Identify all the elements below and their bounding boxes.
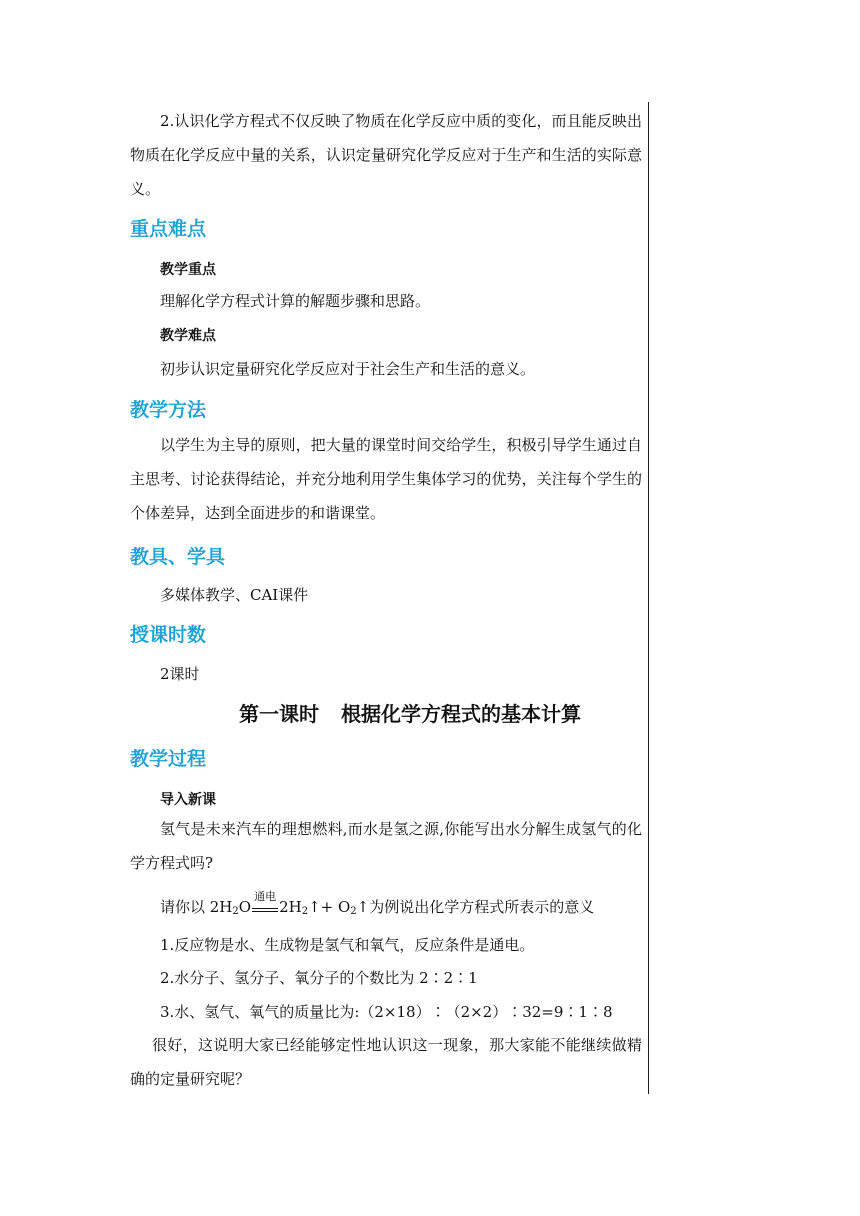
equation-prefix: 请你以 2H (160, 898, 233, 916)
equation-line: 请你以 $2H_2O$ 通电 $2H_2↑+$ $O_2↑$为例说出化学方程式所表示的意义 (160, 890, 595, 917)
focus-label: 教学重点 (160, 262, 216, 278)
heading-teaching-method: 教学方法 (130, 399, 207, 421)
heading-class-hours: 授课时数 (130, 624, 207, 646)
lesson-title (0, 698, 820, 727)
heading-key-points: 重点难点 (130, 218, 207, 240)
meaning-point-2: 2.水分子、氢分子、氧分子的个数比为 2∶2∶1 (160, 969, 478, 987)
objective-item-2: 2.认识化学方程式不仅反映了物质在化学反应中质的变化，而且能反映出物质在化学反应中量的关系，认识定量研究化学反应对于生产和生活的实际意义。 (130, 112, 642, 198)
condition-label: 通电 (254, 890, 277, 903)
hours-text: 2课时 (160, 665, 200, 683)
focus-text: 理解化学方程式计算的解题步骤和思路。 (160, 292, 431, 310)
heading-tools: 教具、学具 (130, 546, 226, 568)
reaction-condition (252, 890, 278, 912)
lesson-topic: 根据化学方程式的基本计算 (341, 702, 581, 726)
tools-text: 多媒体教学、CAI课件 (160, 586, 309, 604)
meaning-point-3: 3.水、氢气、氧气的质量比为:（2×18）∶（2×2）∶32=9∶1∶8 (160, 1003, 613, 1021)
difficulty-label: 教学难点 (160, 328, 216, 344)
heading-teaching-process: 教学过程 (130, 748, 207, 770)
equation-suffix: 为例说出化学方程式所表示的意义 (369, 898, 595, 916)
method-text: 以学生为主导的原则，把大量的课堂时间交给学生，积极引导学生通过自主思考、讨论获得结论，并充分地利用学生集体学习的优势，关注每个学生的个体差异，达到全面进步的和谐课堂。 (130, 436, 642, 522)
intro-text: 氢气是未来汽车的理想燃料,而水是氢之源,你能写出水分解生成氢气的化学方程式吗? (130, 820, 642, 872)
difficulty-text: 初步认识定量研究化学反应对于社会生产和生活的意义。 (160, 360, 536, 378)
lesson-number: 第一课时 (239, 702, 319, 726)
intro-label: 导入新课 (160, 792, 216, 808)
closing-text: 很好，这说明大家已经能够定性地认识这一现象，那大家能不能继续做精确的定量研究呢？ (130, 1036, 642, 1088)
margin-rule (648, 102, 649, 1094)
meaning-point-1: 1.反应物是水、生成物是氢气和氧气，反应条件是通电。 (160, 936, 535, 954)
